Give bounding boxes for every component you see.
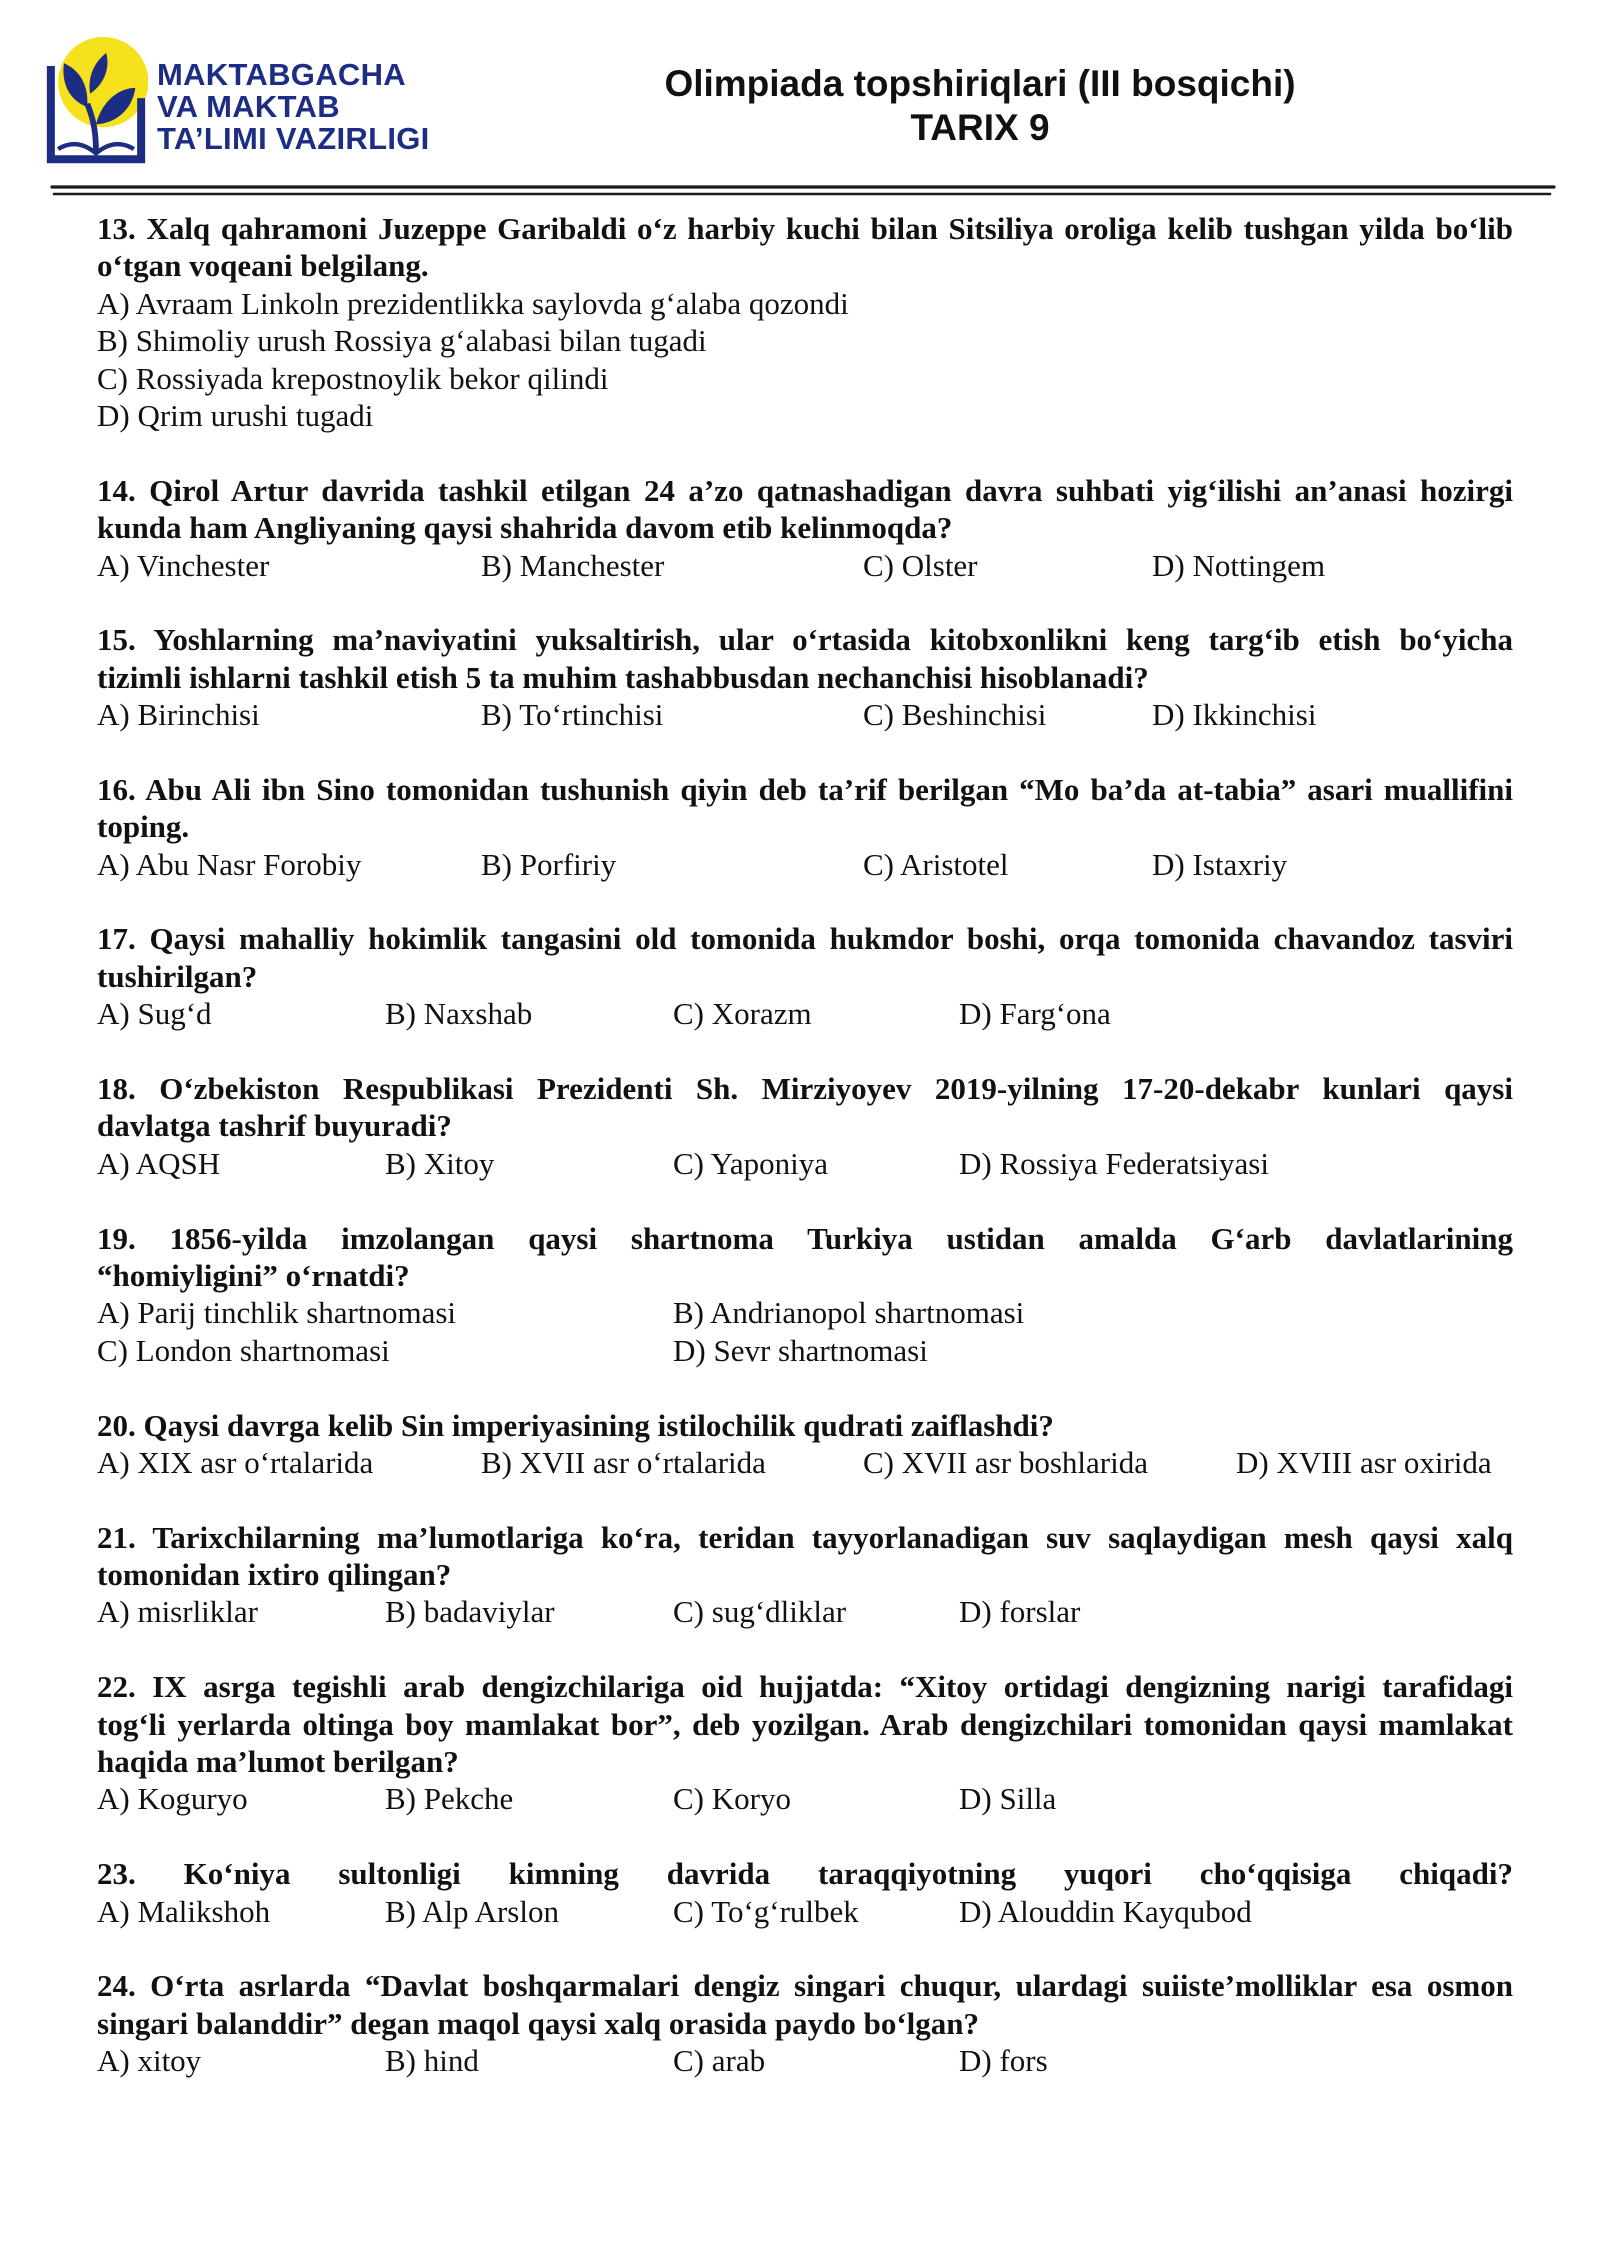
question-text-line: 19. 1856-yilda imzolangan qaysi shartnoma Turkiya ustidan amalda G‘arb davlatlarining: [97, 1220, 1513, 1256]
question-19: [97, 1220, 1513, 1370]
question-text-line: kunda ham Angliyaning qaysi shahrida davom etib kelinmoqda?: [97, 510, 953, 546]
option-a: A) XIX asr o‘rtalarida: [97, 1444, 374, 1480]
logo-text-line: TA’LIMI VAZIRLIGI: [157, 121, 430, 156]
option-d: D) Istaxriy: [1152, 846, 1288, 882]
question-text-line: 22. IX asrga tegishli arab dengizchilariga oid hujjatda: “Xitoy ortidagi dengizning narigi tarafidagi: [97, 1669, 1513, 1705]
options-row: [97, 1444, 1513, 1481]
option-c: C) Koryo: [673, 1781, 791, 1817]
options-row: [97, 547, 1513, 584]
ministry-logo-icon: [44, 34, 148, 168]
option-b: B) To‘rtinchisi: [481, 697, 664, 733]
question-text-line: tizimli ishlarni tashkil etish 5 ta muhim tashabbusdan nechanchisi hisoblanadi?: [97, 659, 1149, 695]
question-text-line: 20. Qaysi davrga kelib Sin imperiyasining istilochilik qudrati zaiflashdi?: [97, 1407, 1054, 1443]
question-text-line: “homiyligini” o‘rnatdi?: [97, 1257, 410, 1293]
option-b: B) Alp Arslon: [385, 1893, 559, 1929]
option-d: D) Sevr shartnomasi: [673, 1332, 928, 1368]
options-row: [97, 1332, 1513, 1369]
question-14: [97, 472, 1513, 584]
options-row: [97, 1780, 1513, 1817]
question-17: [97, 920, 1513, 1032]
option-c: C) Aristotel: [863, 846, 1009, 882]
option-a: A) misrliklar: [97, 1594, 258, 1630]
option-c: C) arab: [673, 2043, 766, 2079]
options-row: [97, 1893, 1513, 1930]
question-13: [97, 210, 1513, 434]
option-a: A) Koguryo: [97, 1781, 248, 1817]
option-b: B) Xitoy: [385, 1145, 495, 1181]
options-row: [97, 1294, 1513, 1331]
option-a: A) Birinchisi: [97, 697, 260, 733]
option-d: D) Ikkinchisi: [1152, 697, 1317, 733]
question-20: [97, 1407, 1513, 1482]
question-text-line: 16. Abu Ali ibn Sino tomonidan tushunish qiyin deb ta’rif berilgan “Mo ba’da at-tabia” asari muallifini: [97, 771, 1513, 807]
option-b: B) Naxshab: [385, 996, 533, 1032]
option-b: B) Porfiriy: [481, 846, 617, 882]
option-b: B) Shimoliy urush Rossiya g‘alabasi bilan tugadi: [97, 323, 707, 359]
option-a: A) Sug‘d: [97, 996, 212, 1032]
option-b: B) Manchester: [481, 547, 665, 583]
option-c: C) London shartnomasi: [97, 1332, 390, 1368]
question-text-line: 13. Xalq qahramoni Juzeppe Garibaldi o‘z harbiy kuchi bilan Sitsiliya oroliga kelib tushgan yilda bo‘lib: [97, 211, 1513, 246]
option-a: A) Vinchester: [97, 547, 270, 583]
option-a: A) Avraam Linkoln prezidentlikka saylovda g‘alaba qozondi: [97, 285, 849, 321]
options-row: [97, 846, 1513, 883]
question-text-line: 17. Qaysi mahalliy hokimlik tangasini old tomonida hukmdor boshi, orqa tomonida chavandoz tasviri: [97, 921, 1513, 957]
option-c: C) Xorazm: [673, 996, 812, 1032]
question-18: [97, 1070, 1513, 1182]
options-row: [97, 1593, 1513, 1630]
question-15: [97, 621, 1513, 733]
question-text-line: tog‘li yerlarda oltinga boy mamlakat bor”, deb yozilgan. Arab dengizchilari tomonidan qaysi mamlakat: [97, 1706, 1513, 1742]
question-text-line: haqida ma’lumot berilgan?: [97, 1744, 459, 1780]
question-text-line: 15. Yoshlarning ma’naviyatini yuksaltirish, ular o‘rtasida kitobxonlikni keng targ‘ib etish bo‘yicha: [97, 622, 1513, 658]
option-b: B) badaviylar: [385, 1594, 555, 1630]
option-d: D) forslar: [959, 1594, 1081, 1630]
option-d: D) XVIII asr oxirida: [1236, 1444, 1492, 1480]
option-d: D) Silla: [959, 1781, 1057, 1817]
option-c: C) sug‘dliklar: [673, 1594, 847, 1630]
question-22: [97, 1668, 1513, 1818]
page-title: Olimpiada topshiriqlari (III bosqichi): [664, 63, 1296, 104]
header-divider: [46, 180, 1560, 202]
option-b: B) Pekche: [385, 1781, 514, 1817]
question-text-line: davlatga tashrif buyuradi?: [97, 1108, 452, 1144]
question-text-line: tushirilgan?: [97, 958, 258, 994]
option-a: A) AQSH: [97, 1145, 221, 1181]
question-list: [97, 210, 1513, 2117]
header-title-block: [640, 62, 1320, 150]
option-d: D) Farg‘ona: [959, 996, 1111, 1032]
option-a: A) Abu Nasr Forobiy: [97, 846, 362, 882]
page-subject: TARIX 9: [910, 107, 1050, 148]
option-a: A) Malikshoh: [97, 1893, 271, 1929]
question-text-line: tomonidan ixtiro qilingan?: [97, 1557, 452, 1593]
options-row: [97, 995, 1513, 1032]
option-d: D) Alouddin Kayqubod: [959, 1893, 1252, 1929]
option-d: D) fors: [959, 2043, 1048, 2079]
logo-text-line: MAKTABGACHA: [157, 57, 406, 92]
option-a: A) xitoy: [97, 2043, 202, 2079]
option-b: B) Andrianopol shartnomasi: [673, 1295, 1025, 1331]
ministry-name: [157, 59, 430, 155]
option-c: C) XVII asr boshlarida: [863, 1444, 1148, 1480]
option-c: C) Rossiyada krepostnoylik bekor qilindi: [97, 360, 609, 396]
option-c: C) Yaponiya: [673, 1145, 829, 1181]
options-row: [97, 696, 1513, 733]
question-text-line: 23. Ko‘niya sultonligi kimning davrida taraqqiyotning yuqori cho‘qqisiga chiqadi?: [97, 1856, 1513, 1892]
question-text-line: singari balanddir” degan maqol qaysi xalq orasida paydo bo‘lgan?: [97, 2005, 980, 2041]
option-a: A) Parij tinchlik shartnomasi: [97, 1295, 457, 1331]
question-24: [97, 1967, 1513, 2079]
question-text-line: o‘tgan voqeani belgilang.: [97, 248, 429, 284]
question-21: [97, 1519, 1513, 1631]
option-d: D) Nottingem: [1152, 547, 1326, 583]
options-row: [97, 2042, 1513, 2079]
option-d: D) Rossiya Federatsiyasi: [959, 1145, 1269, 1181]
question-text-line: toping.: [97, 809, 190, 845]
question-16: [97, 771, 1513, 883]
logo-text-line: VA MAKTAB: [157, 89, 340, 124]
option-c: C) To‘g‘rulbek: [673, 1893, 859, 1929]
option-b: B) hind: [385, 2043, 479, 2079]
question-text-line: 21. Tarixchilarning ma’lumotlariga ko‘ra, teridan tayyorlanadigan suv saqlaydigan mesh qaysi xalq: [97, 1519, 1513, 1555]
question-text-line: 14. Qirol Artur davrida tashkil etilgan 24 a’zo qatnashadigan davra suhbati yig‘ilishi an’anasi hozirgi: [97, 472, 1513, 508]
question-23: [97, 1855, 1513, 1930]
question-text-line: 24. O‘rta asrlarda “Davlat boshqarmalari dengiz singari chuqur, ulardagi suiiste’molliklar esa osmon: [97, 1968, 1513, 2004]
option-b: B) XVII asr o‘rtalarida: [481, 1444, 766, 1480]
options-row: [97, 1145, 1513, 1182]
question-text-line: 18. O‘zbekiston Respublikasi Prezidenti Sh. Mirziyoyev 2019-yilning 17-20-dekabr kunlari qaysi: [97, 1070, 1513, 1106]
option-d: D) Qrim urushi tugadi: [97, 397, 374, 433]
option-c: C) Beshinchisi: [863, 697, 1047, 733]
option-c: C) Olster: [863, 547, 978, 583]
